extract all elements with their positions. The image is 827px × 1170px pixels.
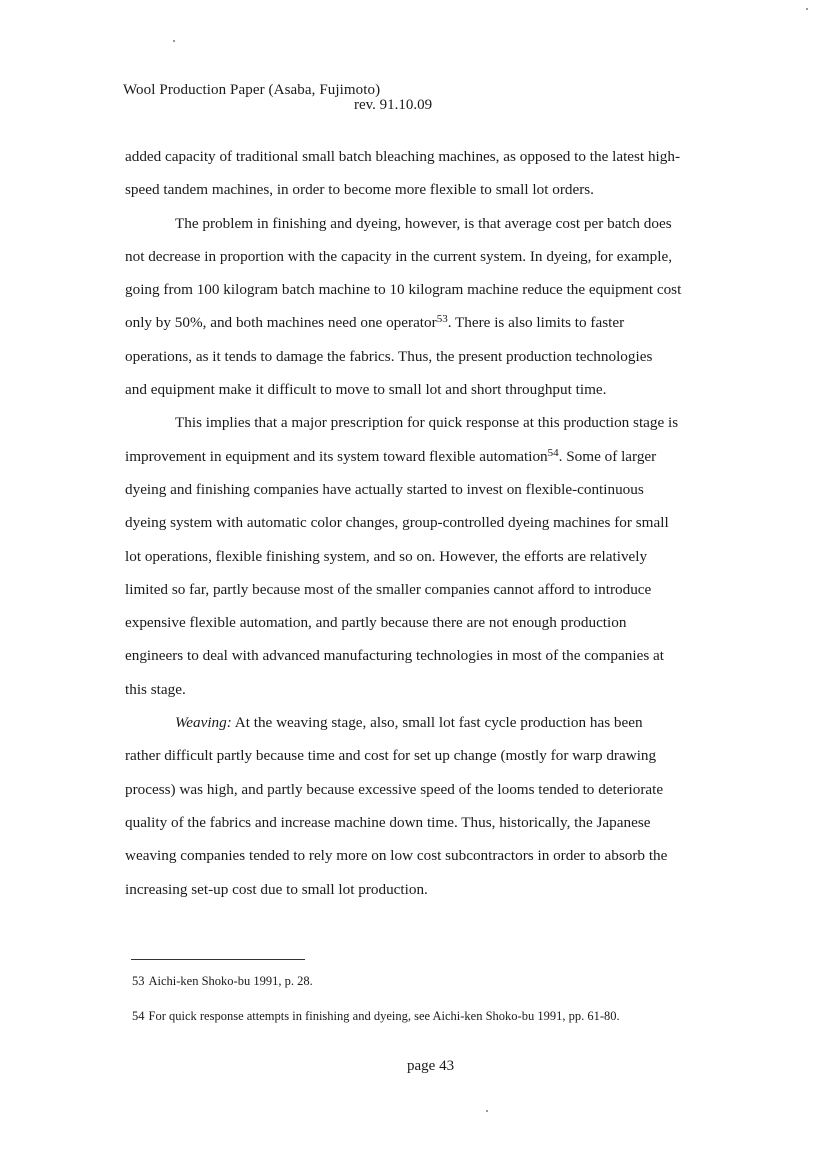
text-line: engineers to deal with advanced manufacturing technologies in most of the companies at — [125, 647, 664, 665]
text-line: process) was high, and partly because excessive speed of the looms tended to deteriorate — [125, 780, 664, 798]
text-line: dyeing system with automatic color changes, group-controlled dyeing machines for small — [125, 514, 669, 532]
text-line: This implies that a major prescription for quick response at this production stage is — [175, 414, 679, 432]
text-line: going from 100 kilogram batch machine to 10 kilogram machine reduce the equipment cost — [125, 281, 682, 299]
text-fragment: only by 50%, and both machines need one operator — [125, 314, 437, 332]
text-line: operations, as it tends to damage the fabrics. Thus, the present production technologies — [125, 347, 653, 365]
footnote-ref-53[interactable]: 53 — [436, 313, 448, 326]
text-line: this stage. — [125, 680, 186, 698]
text-line: increasing set-up cost due to small lot production. — [125, 880, 428, 898]
footnote-ref-54[interactable]: 54 — [547, 446, 559, 459]
text-line: dyeing and finishing companies have actually started to invest on flexible-continuous — [125, 480, 644, 498]
text-line: limited so far, partly because most of the smaller companies cannot afford to introduce — [125, 580, 652, 598]
text-line: lot operations, flexible finishing system, and so on. However, the efforts are relatively — [125, 547, 648, 565]
page-number: page 43 — [407, 1058, 455, 1074]
footnote-54 — [132, 1009, 620, 1024]
text-fragment: . There is also limits to faster — [447, 314, 625, 332]
footnote-text: For quick response attempts in finishing and dyeing, see Aichi-ken Shoko-bu 1991, pp. 61-80. — [148, 1009, 620, 1023]
text-line: added capacity of traditional small batch bleaching machines, as opposed to the latest high- — [125, 148, 681, 165]
scan-speck — [486, 1110, 488, 1112]
revision-date: rev. 91.10.09 — [354, 97, 433, 113]
body-text — [125, 140, 725, 906]
paragraph-weaving — [125, 706, 725, 906]
text-line: speed tandem machines, in order to become more flexible to small lot orders. — [125, 181, 594, 199]
footnote-53 — [132, 974, 313, 989]
footnote-text: Aichi-ken Shoko-bu 1991, p. 28. — [148, 974, 313, 988]
text-line: not decrease in proportion with the capacity in the current system. In dyeing, for example, — [125, 247, 672, 265]
scan-speck — [806, 8, 808, 10]
section-heading-weaving: Weaving: — [175, 714, 232, 732]
text-line: The problem in finishing and dyeing, however, is that average cost per batch does — [175, 214, 672, 232]
paragraph-bleaching — [125, 140, 725, 207]
text-line-with-heading — [125, 706, 725, 739]
text-line-with-footnote — [125, 440, 725, 473]
running-header-title: Wool Production Paper (Asaba, Fujimoto) — [123, 82, 381, 98]
footnote-number: 53 — [132, 974, 145, 988]
text-line: rather difficult partly because time and cost for set up change (mostly for warp drawing — [125, 747, 657, 765]
scan-speck — [173, 40, 175, 42]
text-fragment: improvement in equipment and its system toward flexible automation — [125, 447, 548, 465]
text-line: weaving companies tended to rely more on low cost subcontractors in order to absorb the — [125, 847, 668, 865]
text-fragment: . Some of larger — [558, 447, 657, 465]
footnote-number: 54 — [132, 1009, 145, 1023]
footnote-separator — [131, 959, 305, 960]
text-line: expensive flexible automation, and partly because there are not enough production — [125, 614, 627, 632]
paragraph-flexible-automation — [125, 406, 725, 706]
text-fragment: At the weaving stage, also, small lot fast cycle production has been — [231, 714, 643, 732]
text-line: quality of the fabrics and increase machine down time. Thus, historically, the Japanese — [125, 813, 651, 831]
text-line: and equipment make it difficult to move to small lot and short throughput time. — [125, 381, 607, 399]
paragraph-finishing-dyeing — [125, 207, 725, 407]
text-line-with-footnote — [125, 306, 725, 339]
